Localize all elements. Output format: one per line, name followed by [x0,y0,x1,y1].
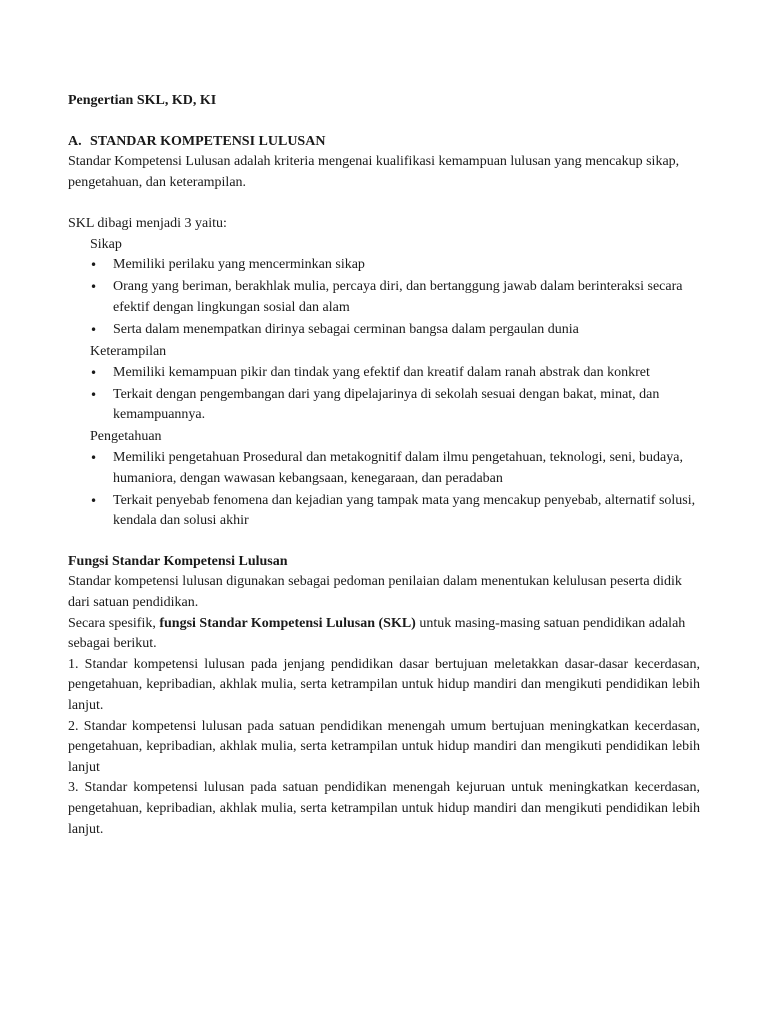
group-label-pengetahuan: Pengetahuan [90,429,162,445]
section-letter: A. [68,133,82,149]
fungsi-point-2: 2. Standar kompetensi lulusan pada satuan pendidikan menengah umum bertujuan meningkatkan kecerdasan, pengetahuan, kepribadian, akhlak mulia, serta ketrampilan untuk hidup mandiri dan mengikuti pendidikan lebih lanjut [68,718,700,775]
document-page [68,91,700,840]
group-pengetahuan [68,427,700,531]
group-sikap [68,235,700,341]
list-item: • Serta dalam menempatkan dirinya sebagai cerminan bangsa dalam pergaulan dunia [113,320,700,341]
fungsi-specific-bold: fungsi Standar Kompetensi Lulusan (SKL) [159,615,416,631]
list-item: • Orang yang beriman, berakhlak mulia, percaya diri, dan bertanggung jawab dalam berinteraksi secara efektif dengan lingkungan sosial dan alam [113,277,700,318]
fungsi-specific-prefix: Secara spesifik, [68,615,160,631]
bullet-list-sikap [68,255,700,340]
list-item: • Terkait penyebab fenomena dan kejadian yang tampak mata yang mencakup penyebab, alternatif solusi, kendala dan solusi akhir [113,491,700,532]
fungsi-specific [68,614,700,655]
fungsi-heading: Fungsi Standar Kompetensi Lulusan [68,553,288,569]
section-heading-skl [68,132,700,153]
skl-definition: Standar Kompetensi Lulusan adalah kriteria mengenai kualifikasi kemampuan lulusan yang mencakup sikap, pengetahuan, dan keterampilan. [68,154,680,190]
document-title: Pengertian SKL, KD, KI [68,93,217,108]
fungsi-point-3: 3. Standar kompetensi lulusan pada satuan pendidikan menengah kejuruan untuk meningkatkan kecerdasan, pengetahuan, kepribadian, akhlak mulia, serta ketrampilan untuk hidup mandiri dan mengikuti pendidikan lebih lanjut. [68,780,700,837]
list-item: • Terkait dengan pengembangan dari yang dipelajarinya di sekolah sesuai dengan bakat, minat, dan kemampuannya. [113,385,700,426]
spacer [68,193,700,214]
group-keterampilan [68,342,700,426]
list-item: • Memiliki perilaku yang mencerminkan sikap [113,255,700,276]
fungsi-specific-suffix: untuk masing-masing satuan pendidikan adalah sebagai berikut. [68,615,686,652]
bullet-list-pengetahuan [68,448,700,532]
group-label-sikap: Sikap [90,236,122,252]
fungsi-point-1: 1. Standar kompetensi lulusan pada jenjang pendidikan dasar bertujuan meletakkan dasar-dasar kecerdasan, pengetahuan, kepribadian, akhlak mulia, serta ketrampilan untuk hidup mandiri dan mengikuti pendidikan lebih lanjut. [68,656,700,714]
bullet-list-keterampilan [68,363,700,426]
section-heading-text: STANDAR KOMPETENSI LULUSAN [90,133,326,149]
list-item: • Memiliki pengetahuan Prosedural dan metakognitif dalam ilmu pengetahuan, teknologi, seni, budaya, humaniora, dengan wawasan kebangsaan, kenegaraan, dan peradaban [113,448,700,489]
fungsi-intro: Standar kompetensi lulusan digunakan sebagai pedoman penilaian dalam menentukan kelulusan peserta didik dari satuan pendidikan. [68,574,682,611]
skl-division-intro: SKL dibagi menjadi 3 yaitu: [68,215,227,231]
list-item: • Memiliki kemampuan pikir dan tindak yang efektif dan kreatif dalam ranah abstrak dan konkret [113,363,700,384]
group-label-keterampilan: Keterampilan [90,344,167,360]
